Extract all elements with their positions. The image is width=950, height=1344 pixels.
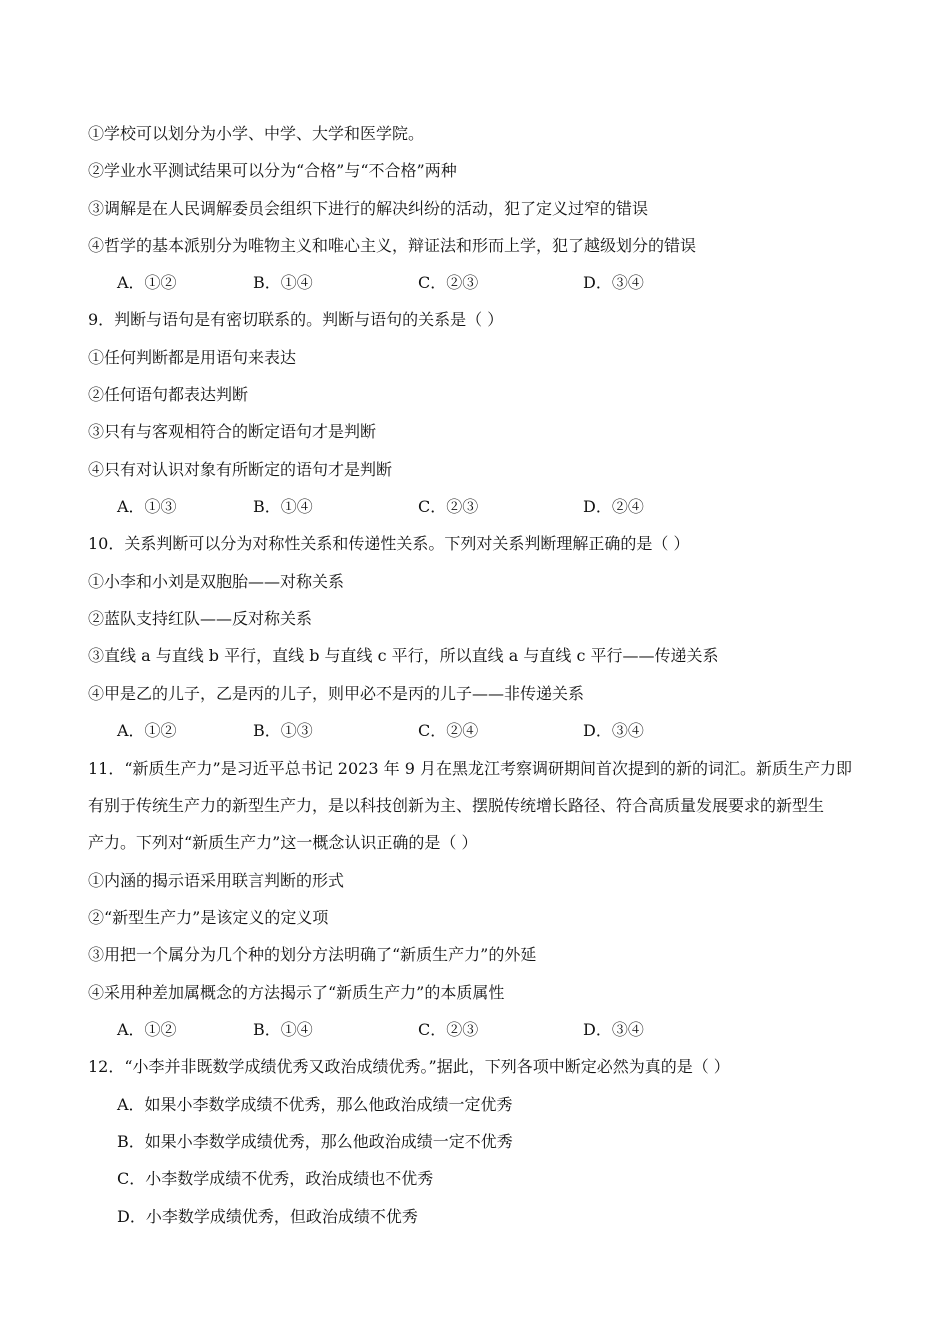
q10-option-b[interactable]: B．①③ <box>253 721 313 740</box>
q11-item-2: ②“新型生产力”是该定义的定义项 <box>88 908 329 927</box>
q10-item-2: ②蓝队支持红队——反对称关系 <box>88 609 313 628</box>
q9-options <box>117 496 817 518</box>
q9-option-b[interactable]: B．①④ <box>253 497 313 516</box>
q11-option-b[interactable]: B．①④ <box>253 1020 313 1039</box>
q11-stem-line-2: 有别于传统生产力的新型生产力，是以科技创新为主、摆脱传统增长路径、符合高质量发展要求的新型生 <box>88 796 825 815</box>
q10-item-3: ③直线 a 与直线 b 平行，直线 b 与直线 c 平行，所以直线 a 与直线 c 平行——传递关系 <box>88 646 719 665</box>
q9-option-c[interactable]: C．②③ <box>418 497 479 516</box>
q9-option-d[interactable]: D．②④ <box>583 497 644 516</box>
q10-options <box>117 720 817 742</box>
q8-option-b[interactable]: B．①④ <box>253 273 313 292</box>
q10-item-4: ④甲是乙的儿子，乙是丙的儿子，则甲必不是丙的儿子——非传递关系 <box>88 684 585 703</box>
q11-option-c[interactable]: C．②③ <box>418 1020 479 1039</box>
q12-option-c[interactable]: C．小李数学成绩不优秀，政治成绩也不优秀 <box>117 1169 434 1188</box>
q8-item-1: ①学校可以划分为小学、中学、大学和医学院。 <box>88 124 425 143</box>
q9-item-1: ①任何判断都是用语句来表达 <box>88 348 297 367</box>
q10-stem: 10．关系判断可以分为对称性关系和传递性关系。下列对关系判断理解正确的是（ ） <box>88 534 690 553</box>
q9-option-a[interactable]: A．①③ <box>117 497 177 516</box>
q8-option-c[interactable]: C．②③ <box>418 273 479 292</box>
q10-option-c[interactable]: C．②④ <box>418 721 479 740</box>
q12-option-a[interactable]: A．如果小李数学成绩不优秀，那么他政治成绩一定优秀 <box>117 1095 513 1114</box>
q11-option-a[interactable]: A．①② <box>117 1020 177 1039</box>
q8-item-2: ②学业水平测试结果可以分为“合格”与“不合格”两种 <box>88 161 457 180</box>
q8-item-3: ③调解是在人民调解委员会组织下进行的解决纠纷的活动，犯了定义过窄的错误 <box>88 199 649 218</box>
q8-option-d[interactable]: D．③④ <box>583 273 644 292</box>
q11-options <box>117 1019 817 1041</box>
q11-stem-line-3: 产力。下列对“新质生产力”这一概念认识正确的是（ ） <box>88 833 478 852</box>
q11-item-4: ④采用种差加属概念的方法揭示了“新质生产力”的本质属性 <box>88 983 505 1002</box>
q11-item-1: ①内涵的揭示语采用联言判断的形式 <box>88 871 345 890</box>
q11-option-d[interactable]: D．③④ <box>583 1020 644 1039</box>
q9-item-2: ②任何语句都表达判断 <box>88 385 249 404</box>
q10-option-a[interactable]: A．①② <box>117 721 177 740</box>
q9-stem: 9．判断与语句是有密切联系的。判断与语句的关系是（ ） <box>88 310 504 329</box>
q12-stem: 12．“小李并非既数学成绩优秀又政治成绩优秀。”据此，下列各项中断定必然为真的是（ ） <box>88 1057 730 1076</box>
q9-item-3: ③只有与客观相符合的断定语句才是判断 <box>88 422 377 441</box>
q8-options <box>117 272 817 294</box>
q10-option-d[interactable]: D．③④ <box>583 721 644 740</box>
q8-option-a[interactable]: A．①② <box>117 273 177 292</box>
q10-item-1: ①小李和小刘是双胞胎——对称关系 <box>88 572 345 591</box>
q11-item-3: ③用把一个属分为几个种的划分方法明确了“新质生产力”的外延 <box>88 945 537 964</box>
q11-stem-line-1: 11．“新质生产力”是习近平总书记 2023 年 9 月在黑龙江考察调研期间首次提到的新的词汇。新质生产力即 <box>88 759 852 778</box>
q8-item-4: ④哲学的基本派别分为唯物主义和唯心主义，辩证法和形而上学，犯了越级划分的错误 <box>88 236 697 255</box>
q9-item-4: ④只有对认识对象有所断定的语句才是判断 <box>88 460 393 479</box>
q12-option-d[interactable]: D．小李数学成绩优秀，但政治成绩不优秀 <box>117 1207 418 1226</box>
q12-option-b[interactable]: B．如果小李数学成绩优秀，那么他政治成绩一定不优秀 <box>117 1132 513 1151</box>
